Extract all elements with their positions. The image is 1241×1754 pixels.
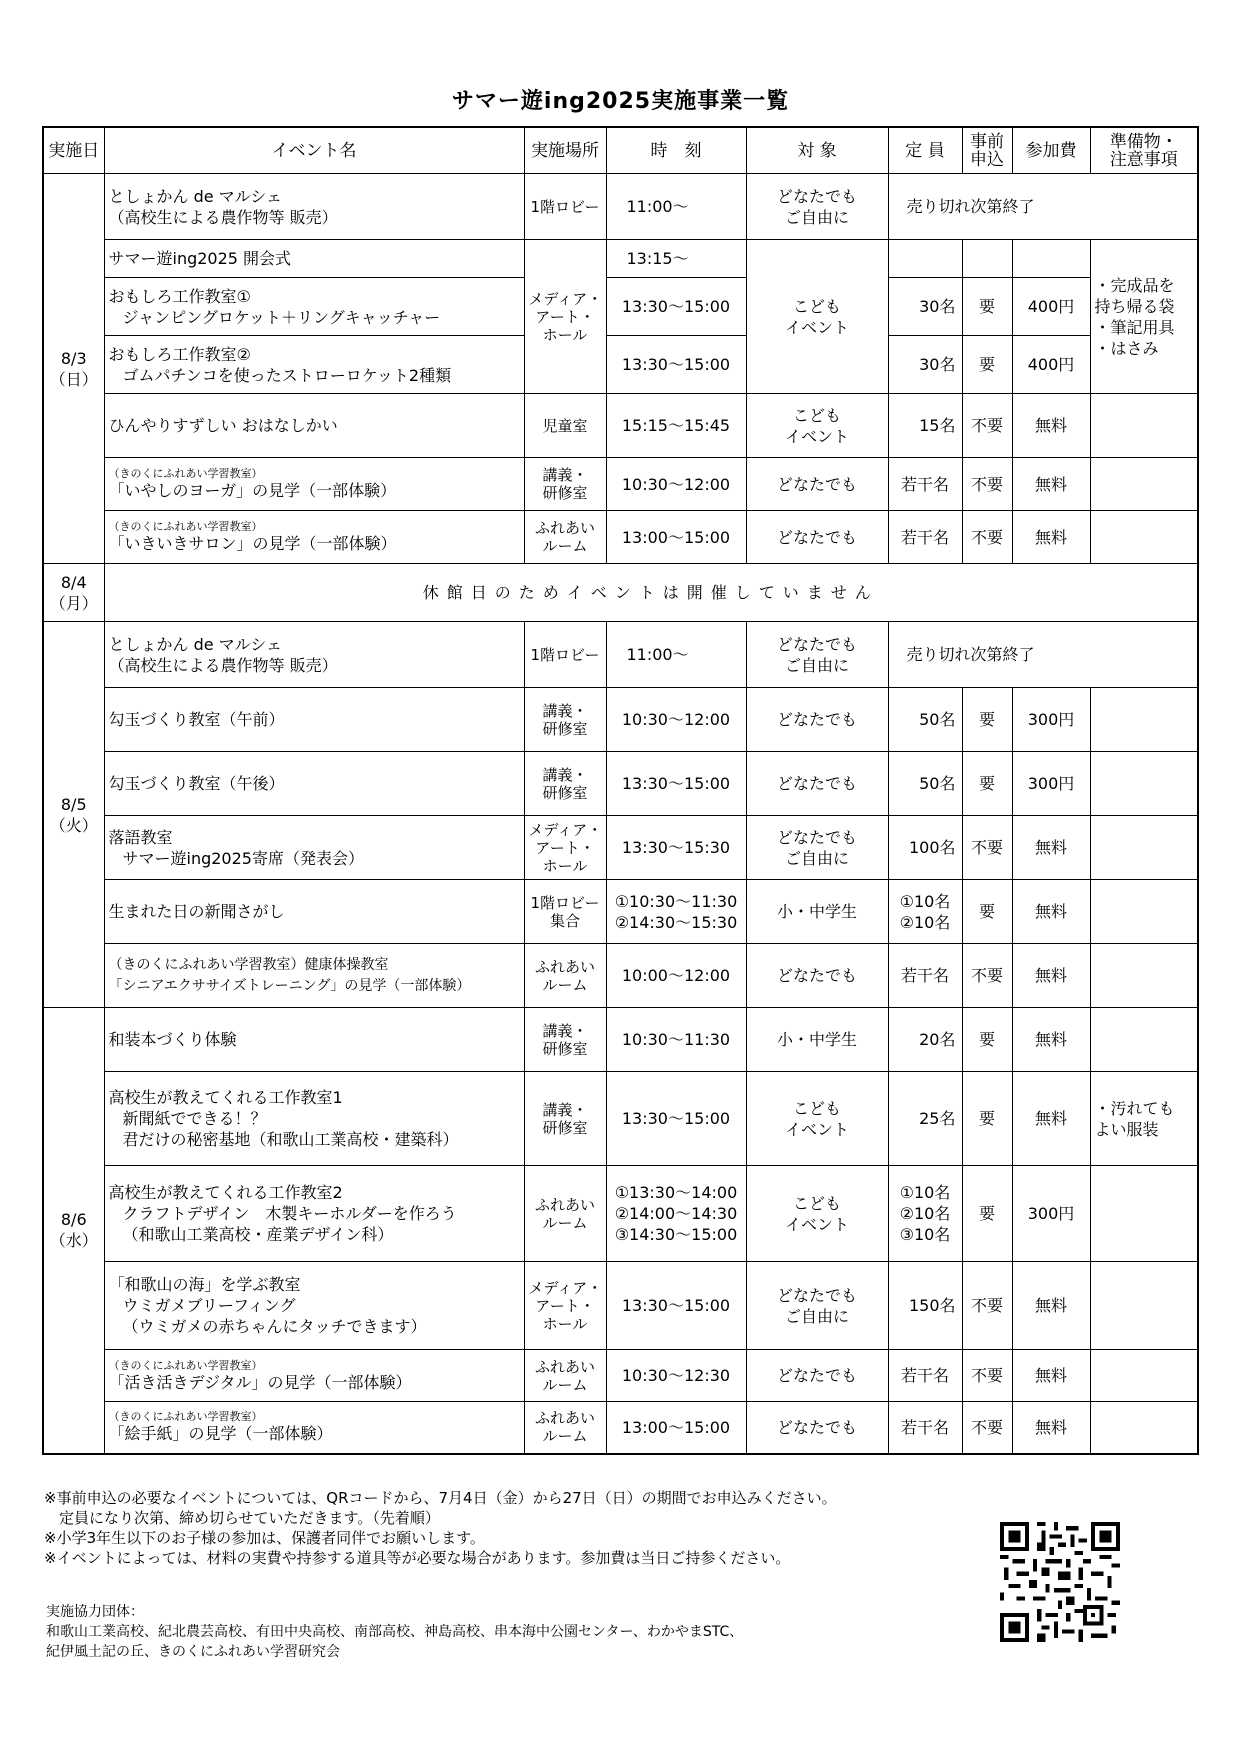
target-cell: どなたでも ご自由に: [746, 622, 888, 688]
event-name: （きのくにふれあい学習教室） 「いきいきサロン」の見学（一部体験）: [104, 511, 524, 564]
table-row: [43, 688, 1198, 752]
fee-cell: 300円: [1012, 688, 1090, 752]
fee-cell: 無料: [1012, 880, 1090, 944]
event-name: サマー遊ing2025 開会式: [104, 240, 524, 278]
registration-cell: 要: [962, 1166, 1012, 1262]
fee-cell: 無料: [1012, 511, 1090, 564]
time-cell: 13:30～15:00: [606, 336, 746, 394]
table-row: [43, 458, 1198, 511]
time-cell: 13:30～15:00: [606, 278, 746, 336]
place-cell: ふれあい ルーム: [524, 944, 606, 1008]
fee-cell: 無料: [1012, 458, 1090, 511]
table-row: [43, 816, 1198, 880]
time-cell: 10:30～12:00: [606, 458, 746, 511]
qr-code-icon[interactable]: [1000, 1522, 1120, 1642]
time-cell: 11:00～: [606, 622, 746, 688]
place-cell: 講義・ 研修室: [524, 1008, 606, 1072]
target-cell: どなたでも: [746, 511, 888, 564]
place-cell: 1階ロビー: [524, 174, 606, 240]
table-row: [43, 1008, 1198, 1072]
target-cell: こども イベント: [746, 240, 888, 394]
place-cell: ふれあい ルーム: [524, 511, 606, 564]
time-cell: 10:30～11:30: [606, 1008, 746, 1072]
date-cell: 8/4 （月）: [43, 564, 104, 622]
fee-cell: 無料: [1012, 394, 1090, 458]
time-cell: 13:00～15:00: [606, 511, 746, 564]
registration-cell: 不要: [962, 944, 1012, 1008]
registration-cell: 不要: [962, 1402, 1012, 1454]
table-row: [43, 1166, 1198, 1262]
time-cell: 10:30～12:30: [606, 1350, 746, 1402]
target-cell: どなたでも: [746, 458, 888, 511]
place-cell: メディア・ アート・ ホール: [524, 240, 606, 394]
target-cell: こども イベント: [746, 1072, 888, 1166]
table-row: [43, 944, 1198, 1008]
note-cell: 売り切れ次第終了: [888, 174, 1198, 240]
capacity-cell: 若干名: [888, 1350, 962, 1402]
capacity-cell: ①10名 ②10名 ③10名: [888, 1166, 962, 1262]
target-cell: どなたでも ご自由に: [746, 174, 888, 240]
header-event: イベント名: [104, 127, 524, 174]
coop-label: 実施協力団体：: [46, 1604, 144, 1620]
place-cell: ふれあい ルーム: [524, 1402, 606, 1454]
registration-cell: 要: [962, 880, 1012, 944]
registration-cell: 要: [962, 278, 1012, 336]
registration-cell: 要: [962, 1072, 1012, 1166]
date-cell: 8/6 （水）: [43, 1008, 104, 1454]
event-name: おもしろ工作教室① ジャンピングロケット＋リングキャッチャー: [104, 278, 524, 336]
registration-cell: 不要: [962, 394, 1012, 458]
event-name: 勾玉づくり教室（午後）: [104, 752, 524, 816]
event-name: 生まれた日の新聞さがし: [104, 880, 524, 944]
fee-cell: 300円: [1012, 752, 1090, 816]
table-row: [43, 240, 1198, 278]
registration-cell: 不要: [962, 511, 1012, 564]
place-cell: 講義・ 研修室: [524, 458, 606, 511]
table-row: [43, 564, 1198, 622]
time-cell: 13:30～15:00: [606, 752, 746, 816]
table-row: [43, 511, 1198, 564]
time-cell: ①10:30～11:30 ②14:30～15:30: [606, 880, 746, 944]
event-name: 落語教室 サマー遊ing2025寄席（発表会）: [104, 816, 524, 880]
registration-cell: 不要: [962, 1262, 1012, 1350]
place-cell: 児童室: [524, 394, 606, 458]
coop-line: 紀伊風土記の丘、きのくにふれあい学習研究会: [46, 1644, 340, 1660]
place-cell: 講義・ 研修室: [524, 752, 606, 816]
registration-cell: 要: [962, 336, 1012, 394]
fee-cell: 無料: [1012, 944, 1090, 1008]
event-name: 高校生が教えてくれる工作教室2 クラフトデザイン 木製キーホルダーを作ろう （和歌山工業高校・産業デザイン科）: [104, 1166, 524, 1262]
event-name: 勾玉づくり教室（午前）: [104, 688, 524, 752]
prep-cell: ・汚れても よい服装: [1090, 1072, 1198, 1166]
page-title: サマー遊ing2025実施事業一覧: [451, 89, 790, 114]
registration-cell: 要: [962, 752, 1012, 816]
place-cell: メディア・ アート・ ホール: [524, 816, 606, 880]
event-name: としょかん de マルシェ （高校生による農作物等 販売）: [104, 174, 524, 240]
fee-cell: 400円: [1012, 278, 1090, 336]
place-cell: ふれあい ルーム: [524, 1350, 606, 1402]
time-cell: 15:15～15:45: [606, 394, 746, 458]
footnote: ※小学3年生以下のお子様の参加は、保護者同伴でお願いします。: [44, 1529, 485, 1547]
fee-cell: 無料: [1012, 1072, 1090, 1166]
target-cell: どなたでも: [746, 752, 888, 816]
target-cell: どなたでも: [746, 1350, 888, 1402]
table-row: [43, 1072, 1198, 1166]
event-name: （きのくにふれあい学習教室） 「いやしのヨーガ」の見学（一部体験）: [104, 458, 524, 511]
cooperating-organizations: [46, 1602, 946, 1662]
target-cell: どなたでも: [746, 688, 888, 752]
event-name: （きのくにふれあい学習教室） 「絵手紙」の見学（一部体験）: [104, 1402, 524, 1454]
time-cell: 13:30～15:30: [606, 816, 746, 880]
target-cell: どなたでも ご自由に: [746, 816, 888, 880]
place-cell: ふれあい ルーム: [524, 1166, 606, 1262]
capacity-cell: 50名: [888, 688, 962, 752]
time-cell: 10:00～12:00: [606, 944, 746, 1008]
fee-cell: 無料: [1012, 816, 1090, 880]
event-name: （きのくにふれあい学習教室） 「活き活きデジタル」の見学（一部体験）: [104, 1350, 524, 1402]
registration-cell: 不要: [962, 458, 1012, 511]
fee-cell: 無料: [1012, 1262, 1090, 1350]
header-prep: 準備物・ 注意事項: [1090, 127, 1198, 174]
capacity-cell: 30名: [888, 278, 962, 336]
table-row: [43, 394, 1198, 458]
capacity-cell: ①10名 ②10名: [888, 880, 962, 944]
date-cell: 8/3 （日）: [43, 174, 104, 564]
target-cell: どなたでも: [746, 944, 888, 1008]
event-name: 和装本づくり体験: [104, 1008, 524, 1072]
time-cell: 13:30～15:00: [606, 1072, 746, 1166]
table-row: [43, 1262, 1198, 1350]
event-name: ひんやりすずしい おはなしかい: [104, 394, 524, 458]
capacity-cell: 25名: [888, 1072, 962, 1166]
table-row: [43, 752, 1198, 816]
time-cell: ①13:30～14:00 ②14:00～14:30 ③14:30～15:00: [606, 1166, 746, 1262]
header-registration: 事前 申込: [962, 127, 1012, 174]
target-cell: 小・中学生: [746, 880, 888, 944]
event-name: （きのくにふれあい学習教室）健康体操教室 「シニアエクササイズトレーニング」の見学（一部体験）: [104, 944, 524, 1008]
footnotes: [44, 1488, 994, 1568]
table-row: [43, 174, 1198, 240]
capacity-cell: 150名: [888, 1262, 962, 1350]
fee-cell: 300円: [1012, 1166, 1090, 1262]
place-cell: 1階ロビー 集合: [524, 880, 606, 944]
fee-cell: 400円: [1012, 336, 1090, 394]
place-cell: 講義・ 研修室: [524, 1072, 606, 1166]
header-time: 時 刻: [606, 127, 746, 174]
capacity-cell: 20名: [888, 1008, 962, 1072]
coop-line: 和歌山工業高校、紀北農芸高校、有田中央高校、南部高校、神島高校、串本海中公園センター、わかやまSTC、: [46, 1624, 744, 1640]
event-name: としょかん de マルシェ （高校生による農作物等 販売）: [104, 622, 524, 688]
target-cell: どなたでも ご自由に: [746, 1262, 888, 1350]
time-cell: 13:30～15:00: [606, 1262, 746, 1350]
date-cell: 8/5 （火）: [43, 622, 104, 1008]
capacity-cell: 若干名: [888, 458, 962, 511]
event-name: 高校生が教えてくれる工作教室1 新聞紙でできる！？ 君だけの秘密基地（和歌山工業高校・建築科）: [104, 1072, 524, 1166]
table-row: [43, 1402, 1198, 1454]
event-name: おもしろ工作教室② ゴムパチンコを使ったストローロケット2種類: [104, 336, 524, 394]
capacity-cell: 若干名: [888, 944, 962, 1008]
footnote: ※事前申込の必要なイベントについては、QRコードから、7月4日（金）から27日（日）の期間でお申込みください。: [44, 1489, 837, 1507]
fee-cell: 無料: [1012, 1350, 1090, 1402]
place-cell: 講義・ 研修室: [524, 688, 606, 752]
closed-notice: 休館日のためイベントは開催していません: [104, 564, 1198, 622]
table-row: [43, 278, 1198, 336]
header-row: [43, 127, 1198, 174]
header-fee: 参加費: [1012, 127, 1090, 174]
capacity-cell: 50名: [888, 752, 962, 816]
schedule-table: [42, 126, 1199, 1455]
table-row: [43, 336, 1198, 394]
time-cell: 10:30～12:00: [606, 688, 746, 752]
header-target: 対 象: [746, 127, 888, 174]
header-place: 実施場所: [524, 127, 606, 174]
capacity-cell: 100名: [888, 816, 962, 880]
registration-cell: 要: [962, 688, 1012, 752]
registration-cell: 要: [962, 1008, 1012, 1072]
fee-cell: 無料: [1012, 1402, 1090, 1454]
capacity-cell: 若干名: [888, 1402, 962, 1454]
header-date: 実施日: [43, 127, 104, 174]
fee-cell: 無料: [1012, 1008, 1090, 1072]
capacity-cell: 15名: [888, 394, 962, 458]
footnote: ※イベントによっては、材料の実費や持参する道具等が必要な場合があります。参加費は当日ご持参ください。: [44, 1549, 791, 1567]
registration-cell: 不要: [962, 816, 1012, 880]
time-cell: 11:00～: [606, 174, 746, 240]
target-cell: 小・中学生: [746, 1008, 888, 1072]
header-capacity: 定 員: [888, 127, 962, 174]
table-row: [43, 622, 1198, 688]
time-cell: 13:15～: [606, 240, 746, 278]
time-cell: 13:00～15:00: [606, 1402, 746, 1454]
table-row: [43, 880, 1198, 944]
footnote: 定員になり次第、締め切らせていただきます。（先着順）: [44, 1509, 440, 1527]
capacity-cell: 若干名: [888, 511, 962, 564]
capacity-cell: 30名: [888, 336, 962, 394]
note-cell: 売り切れ次第終了: [888, 622, 1198, 688]
prep-cell: ・完成品を 持ち帰る袋 ・筆記用具 ・はさみ: [1090, 240, 1198, 394]
table-row: [43, 1350, 1198, 1402]
target-cell: こども イベント: [746, 394, 888, 458]
place-cell: 1階ロビー: [524, 622, 606, 688]
event-name: 「和歌山の海」を学ぶ教室 ウミガメブリーフィング （ウミガメの赤ちゃんにタッチできます）: [104, 1262, 524, 1350]
target-cell: こども イベント: [746, 1166, 888, 1262]
place-cell: メディア・ アート・ ホール: [524, 1262, 606, 1350]
registration-cell: 不要: [962, 1350, 1012, 1402]
target-cell: どなたでも: [746, 1402, 888, 1454]
